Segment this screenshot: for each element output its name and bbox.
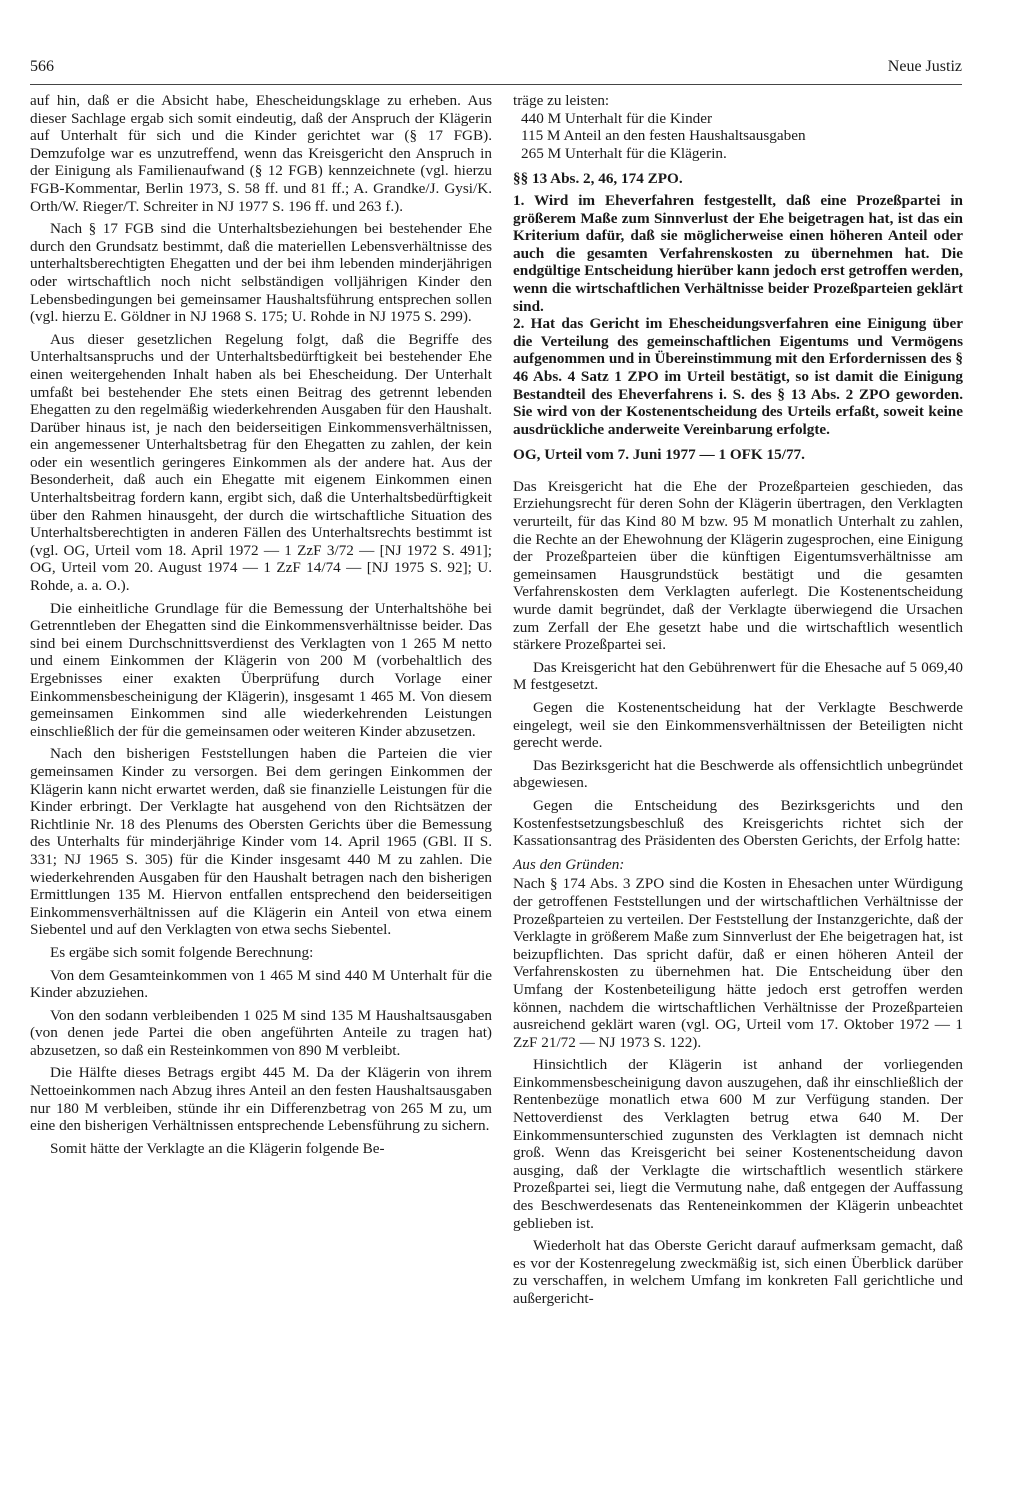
paragraph: Es ergäbe sich somit folgende Berechnung: [50, 943, 314, 961]
amount-line: 265 M Unterhalt für die Klägerin. [521, 144, 727, 162]
paragraph: Das Kreisgericht hat die Ehe der Prozeßparteien geschieden, das Erziehungsrecht für deren Sohn der Klägerin übertragen, den Verklagten verurteilt, für das Kind 80 M bzw. 95 M monatlich Unterhalt zu zahlen, die Rechte an der Ehewohnung der Klägerin zugesprochen, eine Einigung der Prozeßparteien über die künftigen Eigentumsverhältnisse am gemeinsamen Hausgrundstück bestätigt und die gesamten Verfahrenskosten dem Verklagten auferlegt. Die Kostenentscheidung wurde damit begründet, daß der Verklagte überwiegend die Ursachen zum Zerfall der Ehe gesetzt habe und die wirtschaftlich wesentlich stärkere Prozeßpartei sei. [513, 477, 963, 654]
page-header [30, 58, 962, 84]
paragraph: Von dem Gesamteinkommen von 1 465 M sind 440 M Unterhalt für die Kinder abzuziehen. [30, 966, 492, 1002]
reasons-heading: Aus den Gründen: [513, 855, 625, 873]
paragraph-continuation: träge zu leisten: [513, 92, 610, 109]
right-column [513, 92, 963, 1308]
amount-line: 115 M Anteil an den festen Haushaltsausgaben [521, 127, 806, 145]
paragraph: Aus dieser gesetzlichen Regelung folgt, daß die Begriffe des Unterhaltsanspruchs und der Unterhaltsbedürftigkeit bei bestehender Ehe einen weitergehenden Inhalt haben als bei Ehescheidung. Der Unterhalt umfaßt bei bestehender Ehe stets einen Beitrag des getrennt lebenden Ehegatten zu den regelmäßig wiederkehrenden Ausgaben für den Haushalt. Darüber hinaus ist, je nach den beiderseitigen Einkommensverhältnissen, ein angemessener Unterhaltsbetrag für den Ehegatten zu zahlen, der kein oder ein wesentlich geringeres Einkommen als der andere hat. Aus der Besonderheit, daß auch ein Ehegatte mit eigenem Einkommen einen Unterhaltsbeitrag fordern kann, ergibt sich, daß die Unterhaltsbedürftigkeit über den Rahmen hinausgeht, der durch die wirtschaftliche Situation des Unterhaltsberechtigten in anderen Fällen des Unterhaltsrechts bestimmt ist (vgl. OG, Urteil vom 18. April 1972 — 1 ZzF 3/72 — [NJ 1972 S. 491]; OG, Urteil vom 20. August 1974 — 1 ZzF 14/74 — [NJ 1975 S. 92]; U. Rohde, a. a. O.). [30, 330, 492, 595]
amounts-list [521, 110, 963, 163]
paragraph: Das Kreisgericht hat den Gebührenwert für die Ehesache auf 5 069,40 M festgesetzt. [513, 658, 963, 694]
paragraph: Die einheitliche Grundlage für die Bemessung der Unterhaltshöhe bei Getrenntleben der Ehegatten sind die Einkommensverhältnisse beider. Das sind bei einem Durchschnittsverdienst des Verklagten von 1 265 M netto und einem Einkommen der Klägerin von 200 M (vorbehaltlich des Ergebnisses einer exakten Überprüfung durch Vorlage einer Einkommensbescheinigung der Klägerin), insgesamt 1 465 M. Von diesem gemeinsamen Einkommen sind alle wiederkehrenden Leistungen einschließlich der für die gemeinsamen oder weiteren Kinder abzusetzen. [30, 599, 492, 740]
paragraph: Nach § 174 Abs. 3 ZPO sind die Kosten in Ehesachen unter Würdigung der getroffenen Feststellungen und der wirtschaftlichen Verhältnisse der Prozeßparteien zu verteilen. Der Feststellung der Instanzgerichte, daß der Verklagte in größerem Maße zum Sinnverlust der Ehe beigetragen hat, ist beizupflichten. Das spricht dafür, daß er einen höheren Anteil der Verfahrenskosten zu übernehmen hat. Die Entscheidung über den Umfang der Kostenbeteiligung hätte jedoch erst getroffen werden können, nachdem die wirtschaftlichen Verhältnisse der Prozeßparteien ausreichend geklärt waren (vgl. OG, Urteil vom 17. Oktober 1972 — 1 ZzF 21/72 — NJ 1973 S. 122). [513, 875, 963, 1051]
paragraph: Gegen die Entscheidung des Bezirksgerichts und den Kostenfestsetzungsbeschluß des Kreisgerichts richtet sich der Kassationsantrag des Präsidenten des Obersten Gerichts, der Erfolg hatte: [513, 796, 963, 850]
paragraph: Von den sodann verbleibenden 1 025 M sind 135 M Haushaltsausgaben (von denen jede Partei die oben angeführten Anteile zu tragen hat) abzusetzen, so daß ein Resteinkommen von 890 M verbleibt. [30, 1006, 492, 1059]
amount-line: 440 M Unterhalt für die Kinder [521, 109, 713, 127]
paragraph: Nach § 17 FGB sind die Unterhaltsbeziehungen bei bestehender Ehe durch den Grundsatz bestimmt, daß die materiellen Lebensverhältnisse des unterhaltsberechtigten Ehegatten und der bei ihm lebenden minderjährigen oder wirtschaftlich noch nicht selbständigen volljährigen Kinder den Lebensbedingungen bei gemeinsamer Haushaltsführung entsprechen sollen (vgl. hierzu E. Göldner in NJ 1968 S. 175; U. Rohde in NJ 1975 S. 299). [30, 220, 492, 326]
left-column [30, 92, 492, 1157]
paragraph: Die Hälfte dieses Betrags ergibt 445 M. Da der Klägerin von ihrem Nettoeinkommen nach Abzug ihres Anteil an den festen Haushaltsausgaben nur 180 M verbleiben, stünde ihr ein Differenzbetrag von 265 M zu, um eine den bisherigen Verhältnissen entsprechende Lebensführung zu sichern. [30, 1064, 492, 1135]
paragraph: Nach den bisherigen Feststellungen haben die Parteien die vier gemeinsamen Kinder zu versorgen. Bei dem geringen Einkommen der Klägerin kann nicht erwartet werden, daß sie finanzielle Leistungen für die Kinder erbringt. Der Verklagte hat ausgehend von den Richtsätzen der Richtlinie Nr. 18 des Plenums des Obersten Gerichts über die Bemessung des Unterhalts für minderjährige Kinder vom 14. April 1965 (GBl. II S. 331; NJ 1965 S. 305) für die Kinder insgesamt 440 M zu zahlen. Die wiederkehrenden Ausgaben für den Haushalt betragen nach den bisherigen Ermittlungen 135 M. Hiervon entfallen entsprechend den beiderseitigen Einkommensverhältnissen auf die Klägerin ein Anteil von etwa einem Siebentel und auf den Verklagten von etwa sechs Siebentel. [30, 745, 492, 939]
paragraph: Hinsichtlich der Klägerin ist anhand der vorliegenden Einkommensbescheinigung davon auszugehen, daß ihr einschließlich der Rentenbezüge monatlich etwa 600 M zur Verfügung standen. Der Nettoverdienst des Verklagten betrug etwa 640 M. Der Einkommensunterschied zugunsten des Verklagten ist demnach nicht groß. Wenn das Kreisgericht bei seiner Kostenentscheidung davon ausging, daß der Verklagte die wirtschaftlich wesentlich stärkere Prozeßpartei sei, liegt die Vermutung nahe, daß entgegen der Auffassung des Beschwerdesenats das Renteneinkommen der Klägerin unbeachtet geblieben ist. [513, 1056, 963, 1232]
page-number: 566 [30, 58, 54, 75]
journal-title: Neue Justiz [887, 58, 962, 75]
paragraph: Somit hätte der Verklagte an die Klägerin folgende Be- [50, 1139, 385, 1157]
leitsatz: 2. Hat das Gericht im Ehescheidungsverfahren eine Einigung über die Verteilung des gemeinschaftlichen Eigentums und Vermögens aufgenommen und in Übereinstimmung mit den Erfordernissen des § 46 Abs. 4 Satz 1 ZPO im Urteil bestätigt, so ist damit die Einigung Bestandteil des Eheverfahrens i. S. des § 13 Abs. 2 ZPO geworden. Sie wird von der Kostenentscheidung des Urteils erfaßt, soweit keine ausdrückliche anderweite Vereinbarung erfolgte. [513, 315, 963, 438]
decision-citation: OG, Urteil vom 7. Juni 1977 — 1 OFK 15/77. [513, 446, 805, 464]
statute-heading: §§ 13 Abs. 2, 46, 174 ZPO. [513, 170, 683, 188]
paragraph: auf hin, daß er die Absicht habe, Ehescheidungsklage zu erheben. Aus dieser Sachlage ergab sich somit eindeutig, daß der Anspruch der Klägerin auf Unterhalt für sich und die Kinder gerichtet war (§ 17 FGB). Demzufolge war es unzutreffend, wenn das Kreisgericht den Anspruch in der Einigung als Familienaufwand (§ 12 FGB) kennzeichnete (vgl. hierzu FGB-Kommentar, Berlin 1973, S. 58 ff. und 81 ff.; A. Grandke/J. Gysi/K. Orth/W. Rieger/T. Schreiter in NJ 1977 S. 196 ff. und 263 f.). [30, 92, 492, 215]
leitsatz: 1. Wird im Eheverfahren festgestellt, daß eine Prozeßpartei in größerem Maße zum Sinnverlust der Ehe beigetragen hat, ist das ein Kriterium dafür, daß sie möglicherweise einen höheren Anteil oder auch die gesamten Verfahrenskosten zu übernehmen hat. Die endgültige Entscheidung hierüber kann jedoch erst getroffen werden, wenn die wirtschaftlichen Verhältnisse beider Prozeßparteien geklärt sind. [513, 191, 964, 315]
paragraph: Das Bezirksgericht hat die Beschwerde als offensichtlich unbegründet abgewiesen. [513, 756, 963, 792]
paragraph: Gegen die Kostenentscheidung hat der Verklagte Beschwerde eingelegt, weil sie den Einkommensverhältnissen der Beteiligten nicht gerecht werde. [513, 699, 963, 752]
header-rule [30, 84, 962, 85]
paragraph: Wiederholt hat das Oberste Gericht darauf aufmerksam gemacht, daß es vor der Kostenregelung zweckmäßig ist, sich einen Überblick darüber zu verschaffen, in welchem Umfang im konkreten Fall gerichtliche und außergericht- [513, 1237, 963, 1307]
